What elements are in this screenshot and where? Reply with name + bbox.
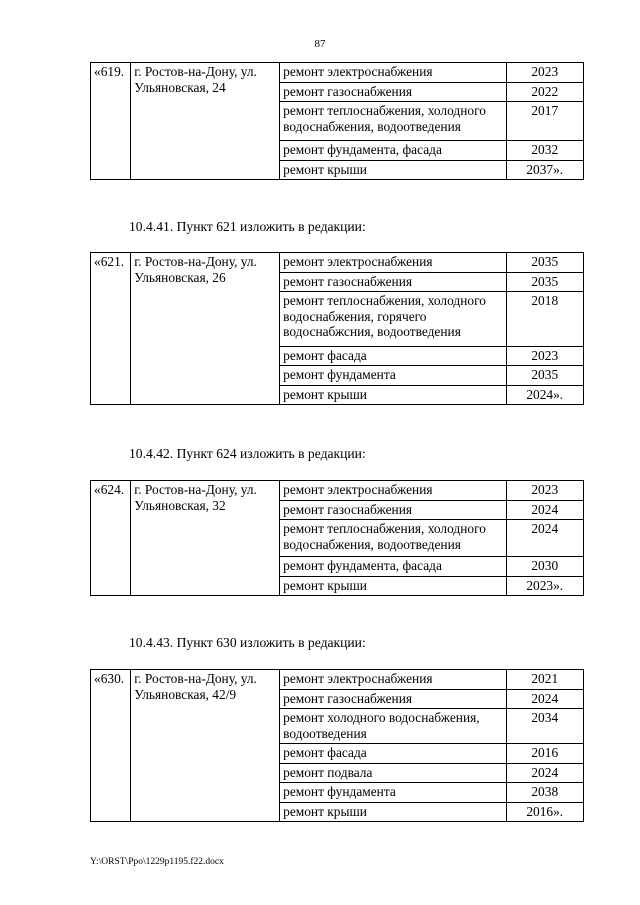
section-heading: 10.4.43. Пункт 630 изложить в редакции: xyxy=(129,635,366,650)
work-year: 2024 xyxy=(506,763,584,783)
work-year: 2038 xyxy=(506,783,584,803)
work-type: ремонт подвала xyxy=(280,763,506,783)
work-type: ремонт холодного водоснабжения, водоотведения xyxy=(280,709,506,744)
item-address: г. Ростов-на-Дону, ул. Ульяновская, 42/9 xyxy=(131,670,280,822)
work-type: ремонт электроснабжения xyxy=(280,481,506,501)
work-type: ремонт газоснабжения xyxy=(280,500,506,520)
work-year: 2016 xyxy=(506,744,584,764)
work-year: 2024 xyxy=(506,520,584,557)
item-number: «619. xyxy=(91,63,131,180)
work-type: ремонт крыши xyxy=(280,385,506,405)
table-619 xyxy=(90,62,584,180)
item-number: «624. xyxy=(91,481,131,596)
work-year: 2035 xyxy=(506,272,584,292)
work-year: 2024». xyxy=(506,385,584,405)
work-type: ремонт электроснабжения xyxy=(280,63,506,83)
work-year: 2030 xyxy=(506,557,584,577)
work-year: 2023 xyxy=(506,63,584,83)
table-row xyxy=(91,253,584,273)
item-address: г. Ростов-на-Дону, ул. Ульяновская, 24 xyxy=(131,63,280,180)
work-type: ремонт теплоснабжения, холодного водоснабжения, водоотведения xyxy=(280,102,506,141)
work-year: 2024 xyxy=(506,689,584,709)
work-year: 2035 xyxy=(506,253,584,273)
page-number: 87 xyxy=(314,38,326,50)
work-year: 2023 xyxy=(506,481,584,501)
work-type: ремонт фасада xyxy=(280,744,506,764)
item-number: «621. xyxy=(91,253,131,405)
work-year: 2018 xyxy=(506,292,584,347)
work-year: 2034 xyxy=(506,709,584,744)
work-year: 2035 xyxy=(506,366,584,386)
work-year: 2022 xyxy=(506,82,584,102)
item-address: г. Ростов-на-Дону, ул. Ульяновская, 32 xyxy=(131,481,280,596)
work-type: ремонт крыши xyxy=(280,576,506,596)
item-number: «630. xyxy=(91,670,131,822)
work-year: 2023 xyxy=(506,346,584,366)
work-type: ремонт электроснабжения xyxy=(280,670,506,690)
work-type: ремонт газоснабжения xyxy=(280,272,506,292)
file-path-footer: Y:\ORST\Ppo\1229p1195.f22.docx xyxy=(90,857,224,867)
work-type: ремонт фундамента, фасада xyxy=(280,557,506,577)
section-heading: 10.4.42. Пункт 624 изложить в редакции: xyxy=(129,446,366,461)
work-type: ремонт газоснабжения xyxy=(280,689,506,709)
work-type: ремонт теплоснабжения, холодного водоснабжения, водоотведения xyxy=(280,520,506,557)
work-year: 2032 xyxy=(506,141,584,161)
work-type: ремонт фундамента, фасада xyxy=(280,141,506,161)
table-row xyxy=(91,481,584,501)
work-year: 2021 xyxy=(506,670,584,690)
work-year: 2016». xyxy=(506,802,584,822)
work-type: ремонт крыши xyxy=(280,160,506,180)
work-type: ремонт электроснабжения xyxy=(280,253,506,273)
table-624 xyxy=(90,480,584,596)
table-row xyxy=(91,63,584,83)
table-row xyxy=(91,670,584,690)
table-621 xyxy=(90,252,584,405)
work-type: ремонт фасада xyxy=(280,346,506,366)
work-type: ремонт крыши xyxy=(280,802,506,822)
table-630 xyxy=(90,669,584,822)
work-year: 2023». xyxy=(506,576,584,596)
work-type: ремонт газоснабжения xyxy=(280,82,506,102)
work-year: 2017 xyxy=(506,102,584,141)
work-type: ремонт фундамента xyxy=(280,366,506,386)
work-year: 2024 xyxy=(506,500,584,520)
work-type: ремонт фундамента xyxy=(280,783,506,803)
section-heading: 10.4.41. Пункт 621 изложить в редакции: xyxy=(129,219,366,234)
work-year: 2037». xyxy=(506,160,584,180)
item-address: г. Ростов-на-Дону, ул. Ульяновская, 26 xyxy=(131,253,280,405)
work-type: ремонт теплоснабжения, холодного водоснабжения, горячего водоснабжсния, водоотведения xyxy=(280,292,506,347)
